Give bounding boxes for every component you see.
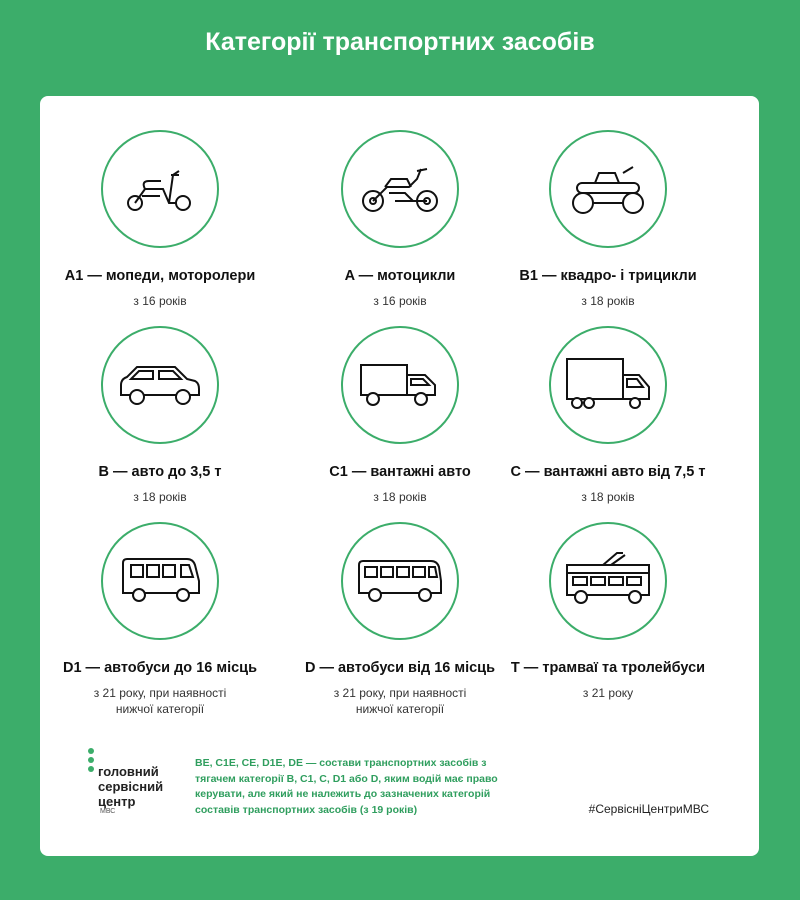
category-age: з 18 років [133, 490, 187, 504]
category-age: з 21 року [582, 686, 634, 700]
category-age: з 18 років [581, 490, 635, 504]
category-label: A1 — мопеди, моторолери [64, 268, 256, 284]
note-line: керувати, але який не належить до зазначених категорій [195, 788, 491, 800]
combined-categories-note [195, 756, 540, 818]
hashtag: #СервісніЦентриМВС [588, 802, 709, 816]
trolleybus-icon [563, 551, 653, 611]
category-age-line: нижчої категорії [355, 702, 445, 716]
icon-circle [101, 522, 219, 640]
icon-circle [101, 326, 219, 444]
icon-circle [341, 326, 459, 444]
category-age: з 18 років [373, 490, 427, 504]
category-age-line: нижчої категорії [115, 702, 205, 716]
category-age: з 16 років [373, 294, 427, 308]
category-d [280, 522, 520, 717]
icon-circle [341, 130, 459, 248]
moped-icon [115, 159, 205, 219]
note-line: тягачем категорії B, C1, C, D1 або D, яким водій має право [195, 772, 498, 785]
note-line: BE, C1E, CE, D1E, DE — состави транспортних засобів з [195, 757, 487, 769]
category-age-line: з 21 року, при наявності [93, 686, 227, 700]
category-age [40, 685, 280, 717]
small-truck-icon [355, 355, 445, 415]
icon-circle [341, 522, 459, 640]
quad-bike-icon [563, 159, 653, 219]
category-label: A — мотоцикли [344, 268, 456, 284]
logo-line: сервісний [98, 779, 164, 794]
category-label: B1 — квадро- і трицикли [519, 268, 697, 284]
bus-icon [355, 551, 445, 611]
logo-dots-icon [88, 748, 94, 775]
category-label: D1 — автобуси до 16 місць [62, 660, 257, 676]
logo-line: головний [98, 764, 159, 779]
category-label: B — авто до 3,5 т [98, 464, 222, 480]
category-label: T — трамваї та тролейбуси [510, 660, 706, 676]
icon-circle [101, 130, 219, 248]
icon-circle [549, 522, 667, 640]
logo-subtitle: МВС [100, 808, 116, 815]
categories-card [40, 96, 759, 856]
note-line: составів транспортних засобів (з 19 років) [195, 803, 418, 816]
icon-circle [549, 326, 667, 444]
category-d1 [40, 522, 280, 717]
category-label: C — вантажні авто від 7,5 т [510, 464, 706, 480]
category-label: C1 — вантажні авто [329, 464, 471, 480]
category-a1 [40, 130, 280, 309]
logo-text [98, 764, 198, 809]
category-a [280, 130, 520, 309]
truck-icon [563, 355, 653, 415]
logo-line: центр [98, 794, 136, 809]
motorcycle-icon [355, 159, 445, 219]
page-title: Категорії транспортних засобів [205, 28, 595, 56]
minibus-icon [115, 551, 205, 611]
category-t [488, 522, 728, 701]
category-age-line: з 21 року, при наявності [333, 686, 467, 700]
category-b [40, 326, 280, 505]
category-b1 [488, 130, 728, 309]
category-c [488, 326, 728, 505]
category-age: з 16 років [133, 294, 187, 308]
category-age: з 18 років [581, 294, 635, 308]
category-age [280, 685, 520, 717]
icon-circle [549, 130, 667, 248]
category-label: D — автобуси від 16 місць [304, 660, 496, 676]
category-c1 [280, 326, 520, 505]
car-icon [115, 355, 205, 415]
